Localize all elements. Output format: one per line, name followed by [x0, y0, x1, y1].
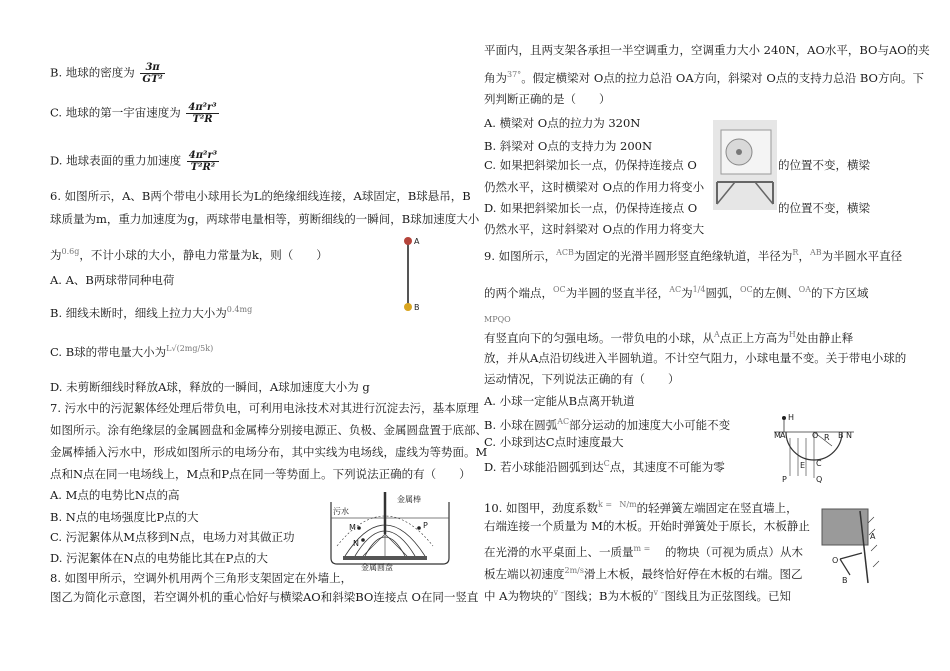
- q5d-fraction: $\frac{\text{4π²r³}}{\text{T²R²}}$: [188, 150, 218, 173]
- q8-line2: 图乙为简化示意图，若空调外机的重心恰好与横梁AO和斜梁BO连接点 O在同一竖直: [50, 590, 479, 604]
- q6-label-a: A: [414, 237, 420, 246]
- q9-label-b: B: [838, 431, 844, 440]
- q6-ball-b: [404, 303, 412, 311]
- q8-cont-line2: 角为$^{37^\circ}$。假定横梁对 O点的拉力总沿 OA方向，斜梁对 O点的支持力总沿 BO方向。下: [484, 70, 924, 85]
- q9-label-q: Q: [816, 475, 823, 484]
- q10-line4: 板左端以初速度$^{2m/s}$滑上木板，最终恰好停在木板的右端。图乙: [484, 566, 803, 581]
- q9-label-n: N: [846, 431, 852, 440]
- q8-option-c-line1: C. 如果把斜梁加长一点，仍保持连接点 O: [484, 158, 697, 172]
- q9-label-a: A: [780, 431, 786, 440]
- q9-label-e: E: [800, 461, 806, 470]
- q9-line2: 的两个端点，$^{OC}$为半圆的竖直半径，$^{AC}$为$^{1/4}$圆弧，$^{OC}$的左侧、$^{OA}$的下方区域: [484, 285, 869, 300]
- q9-label-h: H: [788, 413, 795, 422]
- q8-option-c-line1b: 的位置不变，横梁: [778, 158, 870, 172]
- q9-figure: [772, 398, 856, 484]
- q8-option-c-line2: 仍然水平，这时横梁对 O点的作用力将变小: [484, 180, 705, 194]
- q7-disk: [343, 556, 427, 560]
- q7-line4: 点和N点在同一电场线上，M点和P点在同一等势面上。下列说法正确的有（ ）: [50, 467, 471, 481]
- q5-option-b: B. 地球的密度为 $\frac{3\pi}{\text{GT²}}$: [50, 62, 163, 85]
- q7-label-disk: 金属圆盘: [361, 563, 393, 572]
- q6-ball-a: [404, 237, 412, 245]
- q6-line3: 为$^{0.6g}$，不计小球的大小，静电力常量为k，则（ ）: [50, 247, 328, 262]
- q6-option-a: A. A、B两球带同种电荷: [50, 273, 175, 287]
- q5-option-c: C. 地球的第一宇宙速度为 $\frac{\text{4π²r³}}{\text{T²R}}$: [50, 102, 217, 125]
- q7-label-n: N: [353, 539, 359, 548]
- q7-label-p: P: [423, 521, 428, 530]
- q9-label-r: R: [824, 433, 830, 442]
- q5c-fraction: $\frac{\text{4π²r³}}{\text{T²R}}$: [188, 102, 217, 125]
- q7-option-a: A. M点的电势比N点的高: [50, 488, 180, 502]
- q9-line4: 有竖直向下的匀强电场。一带负电的小球，从$^A$点正上方高为$^H$处由静止释: [484, 330, 854, 345]
- q9-option-b: B. 小球在圆弧$^{AC}$部分运动的加速度大小可能不变: [484, 417, 731, 432]
- q7-option-b: B. N点的电场强度比P点的大: [50, 510, 199, 524]
- q9-option-c: C. 小球到达C点时速度最大: [484, 435, 624, 449]
- q10-label-o: O: [832, 556, 839, 565]
- q9-label-o: O: [812, 431, 819, 440]
- q10-line3: 在光滑的水平桌面上、一质量$^{m =}$ 的物块（可视为质点）从木: [484, 544, 803, 559]
- q9-label-p: P: [782, 475, 787, 484]
- q7-label-water: 污水: [333, 507, 349, 516]
- q8-option-d-line1b: 的位置不变，横梁: [778, 201, 870, 215]
- q9-option-d: D. 若小球能沿圆弧到达$^C$点，其速度不可能为零: [484, 459, 725, 474]
- q9-line6: 运动情况，下列说法正确的有（ ）: [484, 372, 680, 386]
- q8-option-d-line1: D. 如果把斜梁加长一点，仍保持连接点 O: [484, 201, 698, 215]
- q8-line1: 8. 如图甲所示，空调外机用两个三角形支架固定在外墙上，: [50, 571, 353, 585]
- q7-option-d: D. 污泥絮体在N点的电势能比其在P点的大: [50, 551, 268, 565]
- q6-option-b: B. 细线未断时，细线上拉力大小为$^{0.4mg}$: [50, 305, 253, 320]
- q8-ac-unit-photo: [713, 120, 777, 210]
- q6-line1: 6. 如图所示，A、B两个带电小球用长为L的绝缘细线连接，A球固定，B球悬吊，B: [50, 189, 471, 203]
- q10-line1: 10. 如图甲，劲度系数$^{k =}$ $^{N/m}$的轻弹簧左端固定在竖直墙上，: [484, 500, 798, 515]
- q8-option-b: B. 斜梁对 O点的支持力为 200N: [484, 139, 653, 153]
- q8-cont-line1: 平面内，且两支架各承担一半空调重力，空调重力大小 240N，AO水平，BO与AO的夹: [484, 43, 930, 57]
- q9-option-a: A. 小球一定能从B点离开轨道: [484, 394, 635, 408]
- q10-label-a: A: [870, 532, 876, 541]
- q5-option-d: D. 地球表面的重力加速度 $\frac{\text{4π²r³}}{\text{T²R²}}$: [50, 150, 218, 173]
- q6-line2: 球质量为m，重力加速度为g，两球带电量相等，剪断细线的一瞬间，B球加速度大小: [50, 212, 480, 226]
- q10-figure: [810, 503, 880, 585]
- q10-label-b: B: [842, 576, 848, 585]
- q10-line5: 中 A为物块的$^{v -}$图线；B为木板的$^{v -}$图线且为正弦图线。已知: [484, 588, 792, 603]
- q6-option-d: D. 未剪断细线时释放A球，释放的一瞬间，A球加速度大小为 g: [50, 380, 370, 394]
- q9-line3: MPQO: [484, 315, 511, 324]
- q9-line1: 9. 如图所示，$^{ACB}$为固定的光滑半圆形竖直绝缘轨道，半径为$^R$，$^{AB}$为半圆水平直径: [484, 248, 903, 263]
- q8-option-d-line2: 仍然水平，这时斜梁对 O点的作用力将变大: [484, 222, 705, 236]
- q7-label-rod: 金属棒: [397, 495, 421, 504]
- q6-label-b: B: [414, 303, 420, 312]
- q9-line5: 放，并从A点沿切线进入半圆轨道。不计空气阻力，小球电量不变。关于带电小球的: [484, 351, 907, 365]
- q7-option-c: C. 污泥絮体从M点移到N点，电场力对其做正功: [50, 530, 295, 544]
- q9-label-m: M: [774, 431, 781, 440]
- q7-figure: [323, 488, 457, 572]
- q7-label-m: M: [349, 523, 356, 532]
- q10-line2: 右端连接一个质量为 M的木板。开始时弹簧处于原长，木板静止: [484, 519, 810, 533]
- q5b-fraction: $\frac{3\pi}{\text{GT²}}$: [142, 62, 163, 85]
- q8-option-a: A. 横梁对 O点的拉力为 320N: [484, 116, 641, 130]
- q7-line2: 如图所示。涂有绝缘层的金属圆盘和金属棒分别接电源正、负极、金属圆盘置于底部、: [50, 423, 487, 437]
- q7-line1: 7. 污水中的污泥絮体经处理后带负电，可利用电泳技术对其进行沉淀去污，基本原理: [50, 401, 479, 415]
- q7-line3: 金属棒插入污水中，形成如图所示的电场分布，其中实线为电场线，虚线为等势面。M: [50, 445, 488, 459]
- q8-cont-line3: 列判断正确的是（ ）: [484, 92, 611, 106]
- q6-figure: [395, 234, 425, 314]
- q9-label-c: C: [816, 459, 822, 468]
- q6-option-c: C. B球的带电量大小为$^{L√(2mg/5k)}$: [50, 344, 214, 359]
